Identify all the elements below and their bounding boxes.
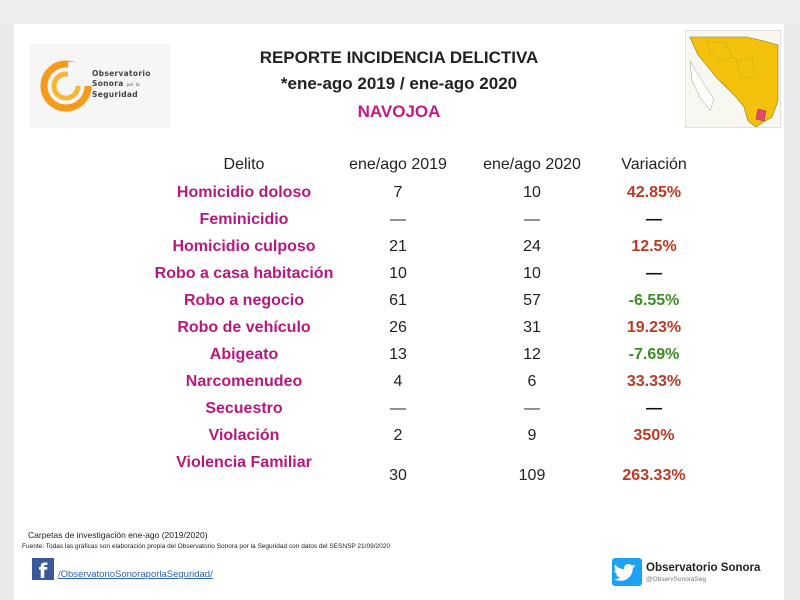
table-row	[14, 238, 784, 262]
header-delito: Delito	[223, 156, 265, 173]
municipality-name: NAVOJOA	[357, 102, 441, 121]
delito-name: Homicidio culposo	[172, 238, 316, 255]
table-row	[14, 292, 784, 316]
delito-name: Feminicidio	[199, 211, 289, 228]
table-row	[14, 427, 784, 451]
table-row	[14, 184, 784, 208]
value-2019: 4	[393, 373, 403, 390]
value-2019: 13	[389, 346, 407, 363]
value-2020: 10	[523, 265, 541, 282]
value-2019: 10	[389, 265, 407, 282]
header-2020: ene/ago 2020	[483, 156, 581, 173]
variation: -7.69%	[628, 346, 680, 363]
twitter-name[interactable]: Observatorio Sonora	[646, 562, 761, 574]
value-2019: 2	[393, 427, 403, 444]
top-bar	[0, 0, 800, 24]
value-2020: 9	[527, 427, 537, 444]
value-2020: 31	[523, 319, 541, 336]
table-row	[14, 319, 784, 343]
header-variacion: Variación	[621, 156, 687, 173]
delito-name: Homicidio doloso	[176, 184, 312, 201]
delito-name: Violencia Familiar	[176, 454, 312, 471]
value-2020: 109	[518, 467, 546, 484]
logo-text: Observatorio Sonora por la Seguridad	[92, 69, 151, 99]
variation: 263.33%	[622, 467, 686, 484]
table-row	[14, 211, 784, 235]
twitter-icon[interactable]	[612, 558, 642, 586]
facebook-icon[interactable]: f	[32, 558, 54, 580]
value-2020: 10	[523, 184, 541, 201]
value-2020: —	[524, 211, 540, 228]
variation: -6.55%	[628, 292, 680, 309]
facebook-link[interactable]: /ObservatorioSonoraporlaSeguridad/	[58, 569, 213, 580]
value-2019: 30	[389, 467, 407, 484]
twitter-handle[interactable]: @ObservSonoraSeg	[646, 576, 707, 583]
value-2020: 57	[523, 292, 541, 309]
value-2019: 7	[393, 184, 403, 201]
delito-name: Robo a negocio	[184, 292, 304, 309]
delito-name: Robo a casa habitación	[154, 265, 334, 282]
variation: 33.33%	[626, 373, 682, 390]
value-2019: —	[390, 400, 406, 417]
delito-name: Abigeato	[209, 346, 279, 363]
table-row	[14, 373, 784, 397]
table-row	[14, 454, 784, 494]
variation: —	[646, 265, 662, 282]
variation: —	[646, 211, 662, 228]
table-header-row	[14, 156, 784, 180]
delito-name: Violación	[208, 427, 280, 444]
delito-name: Robo de vehículo	[177, 319, 311, 336]
variation: —	[646, 400, 662, 417]
variation: 42.85%	[626, 184, 682, 201]
value-2020: 12	[523, 346, 541, 363]
table-row	[14, 265, 784, 289]
table-row	[14, 346, 784, 370]
report-period: *ene-ago 2019 / ene-ago 2020	[280, 74, 518, 93]
variation: 350%	[633, 427, 675, 444]
delito-name: Narcomenudeo	[185, 373, 303, 390]
value-2020: —	[524, 400, 540, 417]
variation: 19.23%	[626, 319, 682, 336]
value-2019: 26	[389, 319, 407, 336]
value-2020: 24	[523, 238, 541, 255]
value-2019: 61	[389, 292, 407, 309]
report-title: REPORTE INCIDENCIA DELICTIVA	[259, 48, 539, 67]
table-row	[14, 400, 784, 424]
footer-source: Fuente: Todas las gráficas son elaboración propia del Observatorio Sonora por la Seguridad con datos del SESNSP 21/09/2020	[22, 543, 390, 550]
report-slide	[14, 24, 784, 600]
value-2020: 6	[527, 373, 537, 390]
value-2019: —	[390, 211, 406, 228]
variation: 12.5%	[631, 238, 677, 255]
twitter-bird-icon	[612, 558, 642, 586]
delito-name: Secuestro	[205, 400, 283, 417]
footer-note: Carpetas de investigación ene-ago (2019/2020)	[28, 530, 208, 540]
header-2019: ene/ago 2019	[349, 156, 447, 173]
value-2019: 21	[389, 238, 407, 255]
